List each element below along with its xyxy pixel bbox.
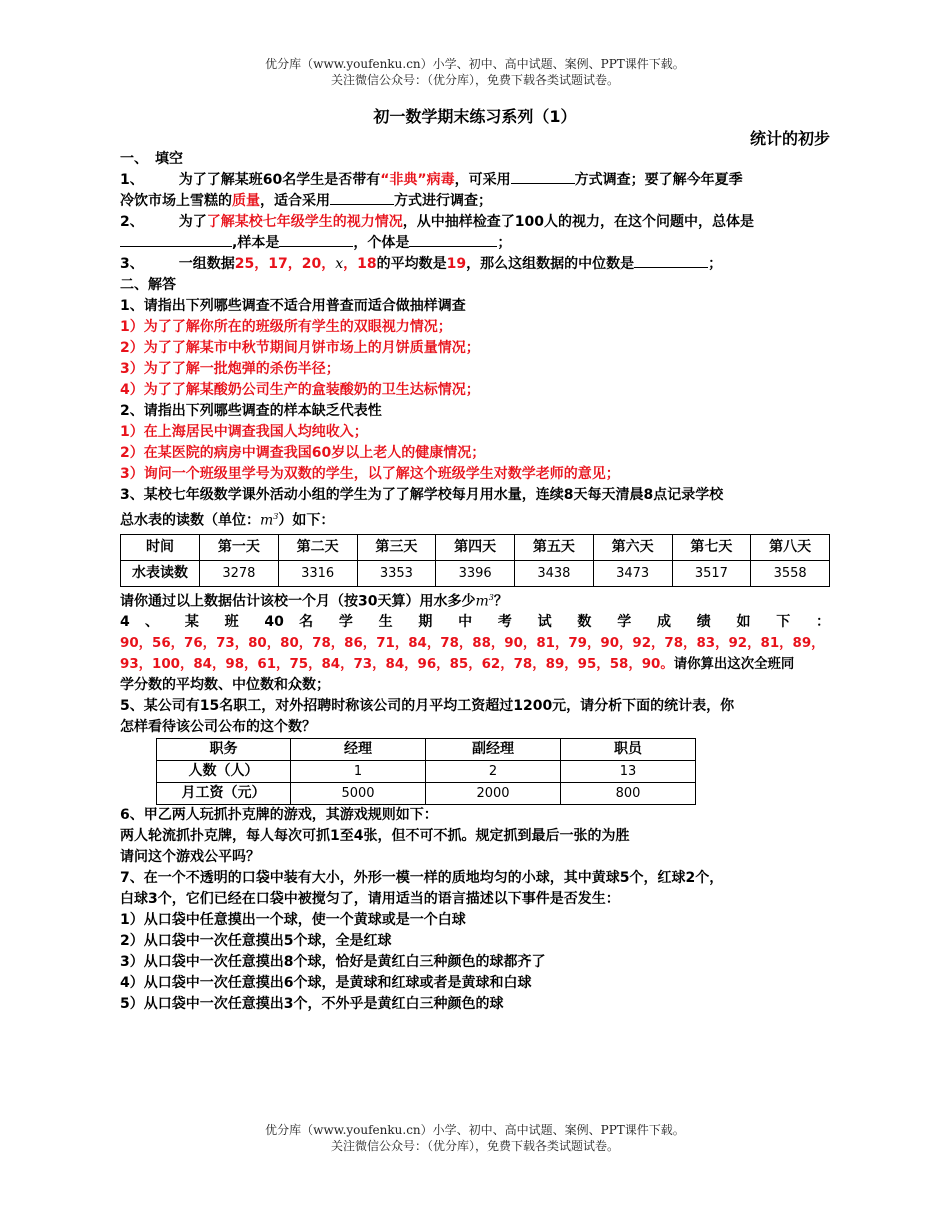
table-cell: 第五天 xyxy=(515,534,594,560)
table-cell: 副经理 xyxy=(426,739,561,761)
table-cell: 13 xyxy=(561,761,696,783)
table-cell: 职员 xyxy=(561,739,696,761)
problem-7-item: 4）从口袋中一次任意摸出6个球，是黄球和红球或者是黄球和白球 xyxy=(120,975,532,992)
table-header-row xyxy=(121,534,830,560)
table-cell: 2000 xyxy=(426,783,561,805)
answer-blank[interactable] xyxy=(409,233,497,247)
table-cell: 5000 xyxy=(291,783,426,805)
table-cell: 第六天 xyxy=(593,534,672,560)
answer-blank[interactable] xyxy=(120,233,232,247)
table-cell: 第三天 xyxy=(357,534,436,560)
problem-3-line-2: 总水表的读数（单位：$m^3$）如下： xyxy=(120,512,335,529)
answer-blank[interactable] xyxy=(330,191,394,205)
problem-7-item: 5）从口袋中一次任意摸出3个，不外乎是黄红白三种颜色的球 xyxy=(120,996,504,1013)
problem-4-scores-1: 90，56，76，73，80，80，78，86，71，84，78，88，90，81，79，90，92，78，83，92，81，89， xyxy=(120,636,825,652)
doc-title: 初一数学期末练习系列（1） xyxy=(373,107,577,126)
problem-6-line-1: 6、甲乙两人玩抓扑克牌的游戏，其游戏规则如下： xyxy=(120,807,438,824)
table-cell: 2 xyxy=(426,761,561,783)
table-cell: 经理 xyxy=(291,739,426,761)
problem-1-item: 3）为了了解一批炮弹的杀伤半径； xyxy=(120,361,340,377)
table-cell: 第二天 xyxy=(278,534,357,560)
water-meter-table xyxy=(120,534,830,587)
variable-x: x xyxy=(335,256,344,272)
q1-line-2: 冷饮市场上雪糕的质量，适合采用 方式进行调查； xyxy=(120,193,492,209)
table-cell: 3278 xyxy=(200,560,279,586)
footer-line-2: 关注微信公众号：（优分库），免费下载各类试题试卷。 xyxy=(330,1139,619,1153)
table-cell: 水表读数 xyxy=(121,560,200,586)
page-header xyxy=(0,56,950,88)
problem-4-line-1: 4 、 某 班 40 名 学 生 期 中 考 试 数 学 成 绩 如 下 ： xyxy=(120,614,830,631)
problem-4-scores-2: 93，100，84，98，61，75，84，73，84，96，85，62，78，89，95，58，90。请你算出这次全班同 xyxy=(120,657,795,673)
problem-1-item: 4）为了了解某酸奶公司生产的盒装酸奶的卫生达标情况； xyxy=(120,382,480,398)
table-cell: 3473 xyxy=(593,560,672,586)
problem-2-item: 3）询问一个班级里学号为双数的学生，以了解这个班级学生对数学老师的意见； xyxy=(120,466,620,482)
problem-5-line-2: 怎样看待该公司公布的这个数？ xyxy=(120,719,316,736)
table-row xyxy=(157,761,696,783)
problem-2-item: 1）在上海居民中调查我国人均纯收入； xyxy=(120,424,368,440)
page-footer xyxy=(0,1122,950,1154)
table-cell: 第八天 xyxy=(751,534,830,560)
highlight-sars: “非典”病毒 xyxy=(380,172,455,188)
problem-7-item: 3）从口袋中一次任意摸出8个球，恰好是黄红白三种颜色的球都齐了 xyxy=(120,954,546,971)
problem-7-line-1: 7、在一个不透明的口袋中装有大小，外形一模一样的质地均匀的小球，其中黄球5个，红球2个， xyxy=(120,870,724,887)
highlight-vision: 了解某校七年级学生的视力情况 xyxy=(206,214,403,230)
problem-1-title: 1、请指出下列哪些调查不适合用普查而适合做抽样调查 xyxy=(120,298,466,314)
table-cell: 3517 xyxy=(672,560,751,586)
table-row xyxy=(121,560,830,586)
table-cell: 第七天 xyxy=(672,534,751,560)
problem-5-line-1: 5、某公司有15名职工，对外招聘时称该公司的月平均工资超过1200元，请分析下面的统计表，你 xyxy=(120,698,735,715)
answer-blank[interactable] xyxy=(279,233,353,247)
q3-line: 3、 一组数据25，17，20，x，18的平均数是19，那么这组数据的中位数是 ； xyxy=(120,256,723,272)
table-cell: 800 xyxy=(561,783,696,805)
q2-line-1: 2、 为了了解某校七年级学生的视力情况，从中抽样检查了100人的视力，在这个问题中，总体是 xyxy=(120,214,754,230)
table-header-row xyxy=(157,739,696,761)
section-1-heading: 一、 填空 xyxy=(120,151,183,167)
answer-blank[interactable] xyxy=(511,170,575,184)
table-cell: 第一天 xyxy=(200,534,279,560)
table-cell: 3353 xyxy=(357,560,436,586)
problem-3-line-1: 3、某校七年级数学课外活动小组的学生为了了解学校每月用水量，连续8天每天清晨8点记录学校 xyxy=(120,487,724,503)
problem-3-question: 请你通过以上数据估计该校一个月（按30天算）用水多少$m^3$？ xyxy=(120,592,508,610)
table-cell: 3438 xyxy=(515,560,594,586)
table-cell: 1 xyxy=(291,761,426,783)
table-cell: 3396 xyxy=(436,560,515,586)
header-line-2: 关注微信公众号：（优分库），免费下载各类试题试卷。 xyxy=(330,73,619,87)
section-2-heading: 二、解答 xyxy=(120,277,176,293)
footer-line-1: 优分库（www.youfenku.cn）小学、初中、高中试题、案例、PPT课件下载。 xyxy=(265,1123,685,1137)
problem-6-line-3: 请问这个游戏公平吗？ xyxy=(120,849,260,866)
problem-2-item: 2）在某医院的病房中调查我国60岁以上老人的健康情况； xyxy=(120,445,486,461)
problem-7-item: 1）从口袋中任意摸出一个球，使一个黄球或是一个白球 xyxy=(120,912,466,929)
problem-6-line-2: 两人轮流抓扑克牌，每人每次可抓1至4张，但不可不抓。规定抓到最后一张的为胜 xyxy=(120,828,630,845)
highlight-quality: 质量 xyxy=(232,193,260,209)
doc-subtitle: 统计的初步 xyxy=(749,129,830,148)
problem-4-line-4: 学分数的平均数、中位数和众数； xyxy=(120,677,330,694)
problem-1-item: 1）为了了解你所在的班级所有学生的双眼视力情况； xyxy=(120,319,452,335)
answer-blank[interactable] xyxy=(634,254,708,268)
table-cell: 第四天 xyxy=(436,534,515,560)
q1-line-1: 1、 为了了解某班60名学生是否带有“非典”病毒，可采用 方式调查；要了解今年夏季 xyxy=(120,172,743,188)
problem-1-item: 2）为了了解某市中秋节期间月饼市场上的月饼质量情况； xyxy=(120,340,480,356)
table-cell: 月工资（元） xyxy=(157,783,291,805)
table-cell: 职务 xyxy=(157,739,291,761)
table-cell: 人数（人） xyxy=(157,761,291,783)
table-row xyxy=(157,783,696,805)
salary-table xyxy=(156,738,696,805)
header-line-1: 优分库（www.youfenku.cn）小学、初中、高中试题、案例、PPT课件下载。 xyxy=(265,57,685,71)
problem-2-title: 2、请指出下列哪些调查的样本缺乏代表性 xyxy=(120,403,382,419)
table-cell: 3316 xyxy=(278,560,357,586)
table-cell: 3558 xyxy=(751,560,830,586)
table-cell: 时间 xyxy=(121,534,200,560)
problem-7-line-2: 白球3个，它们已经在口袋中被搅匀了，请用适当的语言描述以下事件是否发生： xyxy=(120,891,620,908)
q2-line-2: ,样本是 ，个体是 ； xyxy=(120,233,830,254)
problem-7-item: 2）从口袋中一次任意摸出5个球，全是红球 xyxy=(120,933,392,950)
document-body xyxy=(120,106,830,1015)
